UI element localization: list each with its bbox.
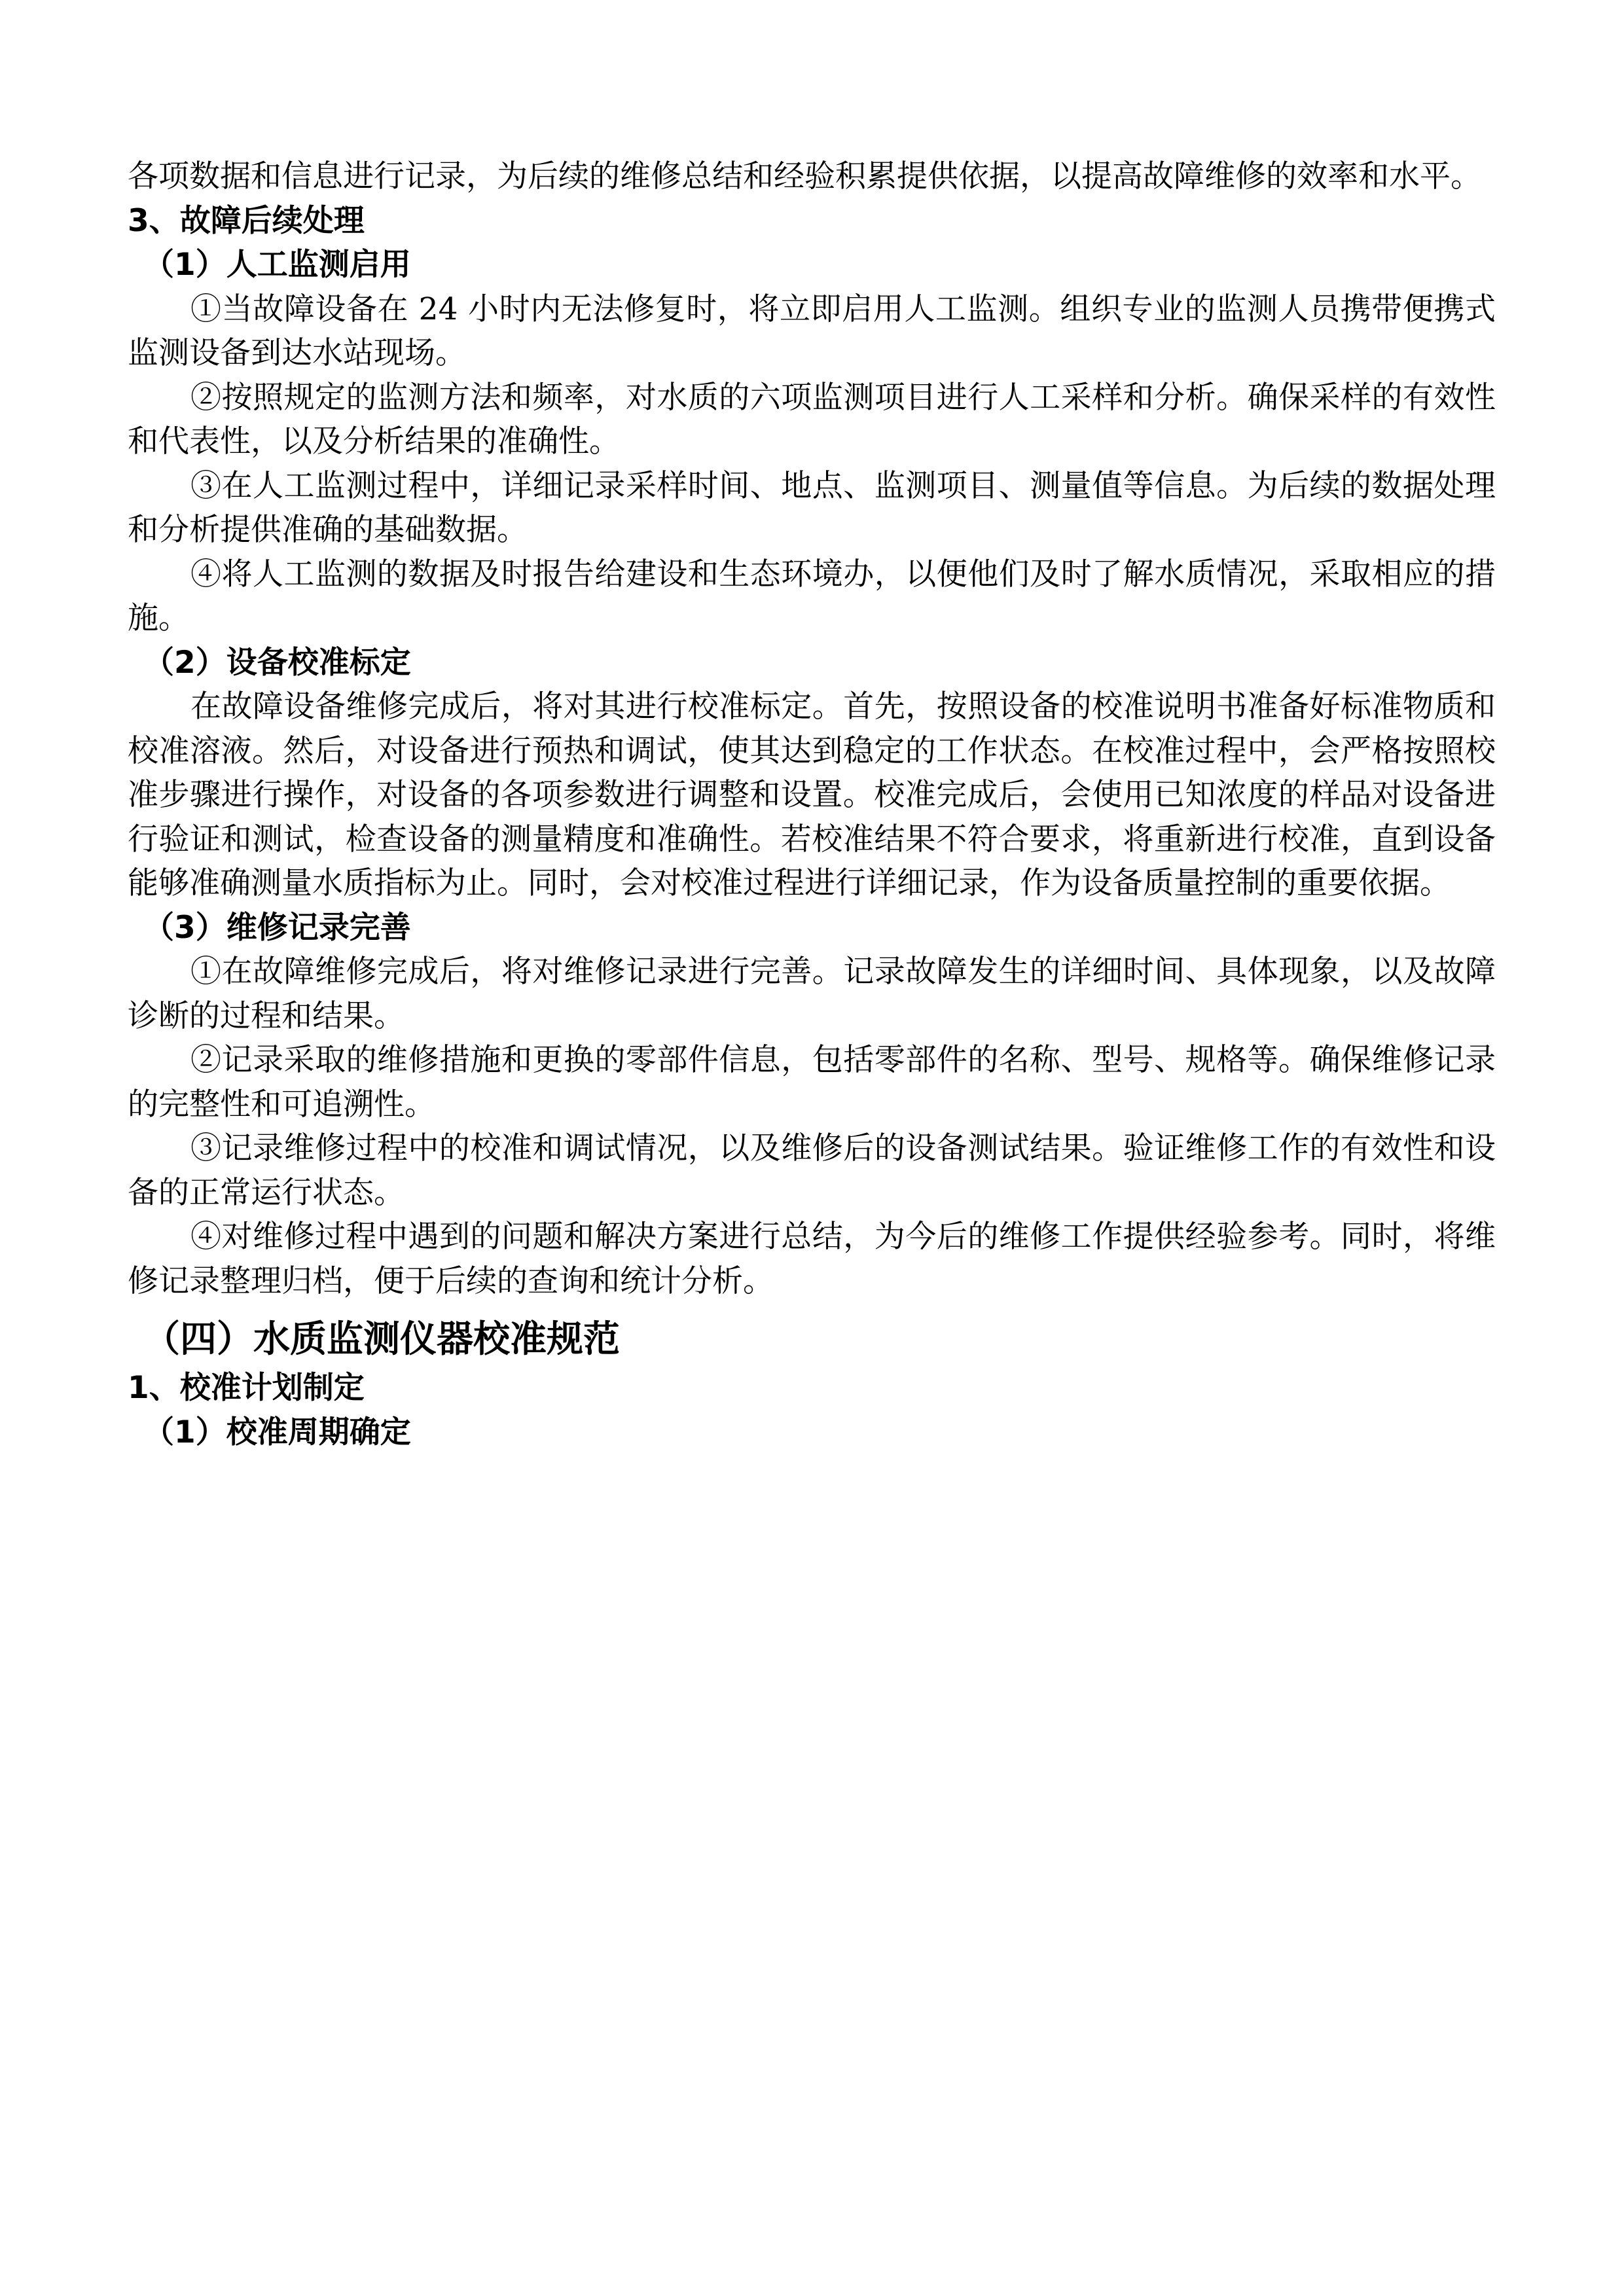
paragraph-calibration-procedure: 在故障设备维修完成后，将对其进行校准标定。首先，按照设备的校准说明书准备好标准物质和校准溶液。然后，对设备进行预热和调试，使其达到稳定的工作状态。在校准过程中，会严格按照校准步骤进行操作，对设备的各项参数进行调整和设置。校准完成后，会使用已知浓度的样品对设备进行验证和测试，检查设备的测量精度和准确性。若校准结果不符合要求，将重新进行校准，直到设备能够准确测量水质指标为止。同时，会对校准过程进行详细记录，作为设备质量控制的重要依据。: [128, 689, 1496, 901]
heading-1-manual-monitoring-activation: （1）人工监测启用: [143, 247, 411, 283]
paragraph-record-item-2: ②记录采取的维修措施和更换的零部件信息，包括零部件的名称、型号、规格等。确保维修记录的完整性和可追溯性。: [128, 1042, 1496, 1122]
heading-1-calibration-plan: 1、校准计划制定: [128, 1370, 365, 1406]
heading-1-calibration-cycle: （1）校准周期确定: [143, 1414, 411, 1450]
paragraph-record-item-3: ③记录维修过程中的校准和调试情况，以及维修后的设备测试结果。验证维修工作的有效性和设备的正常运行状态。: [128, 1130, 1496, 1211]
paragraph-item-4: ④将人工监测的数据及时报告给建设和生态环境办，以便他们及时了解水质情况，采取相应的措施。: [128, 556, 1496, 636]
paragraph-item-2: ②按照规定的监测方法和频率，对水质的六项监测项目进行人工采样和分析。确保采样的有效性和代表性，以及分析结果的准确性。: [128, 379, 1496, 459]
heading-2-equipment-calibration: （2）设备校准标定: [143, 644, 411, 681]
paragraph-item-1: ①当故障设备在 24 小时内无法修复时，将立即启用人工监测。组织专业的监测人员携带便携式监测设备到达水站现场。: [128, 291, 1496, 371]
paragraph-continued: 各项数据和信息进行记录，为后续的维修总结和经验积累提供依据，以提高故障维修的效率和水平。: [128, 158, 1481, 194]
heading-3-repair-record-completion: （3）维修记录完善: [143, 909, 411, 946]
paragraph-record-item-1: ①在故障维修完成后，将对维修记录进行完善。记录故障发生的详细时间、具体现象，以及故障诊断的过程和结果。: [128, 954, 1496, 1034]
heading-3-fault-followup: 3、故障后续处理: [128, 202, 365, 239]
page-content-column: [128, 154, 1496, 1454]
heading-section-4-calibration-spec: （四）水质监测仪器校准规范: [143, 1318, 620, 1361]
section-spacer: [128, 1303, 1496, 1314]
paragraph-item-3: ③在人工监测过程中，详细记录采样时间、地点、监测项目、测量值等信息。为后续的数据处理和分析提供准确的基础数据。: [128, 467, 1496, 548]
paragraph-record-item-4: ④对维修过程中遇到的问题和解决方案进行总结，为今后的维修工作提供经验参考。同时，将维修记录整理归档，便于后续的查询和统计分析。: [128, 1219, 1496, 1299]
